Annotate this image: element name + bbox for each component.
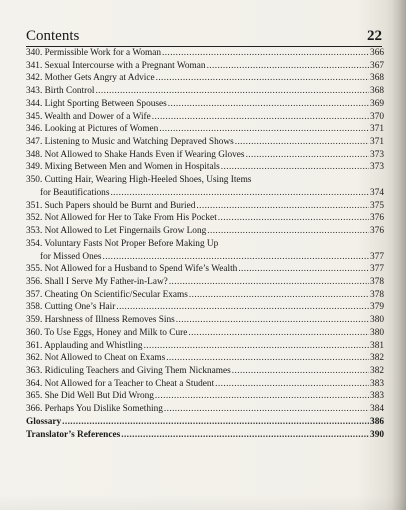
page-edge-shadow — [392, 0, 406, 510]
page-header — [26, 25, 382, 47]
dot-leader — [238, 263, 369, 276]
toc-entry-title: for Beautifications — [40, 187, 110, 198]
toc-entry-page: 377 — [370, 264, 384, 275]
toc-entry-page: 371 — [370, 137, 384, 148]
toc-entry-continuation — [26, 187, 384, 200]
toc-entry-title: 362. Not Allowed to Cheat on Exams — [26, 353, 166, 364]
toc-entry — [26, 174, 384, 187]
toc-entry-title: Glossary — [26, 416, 62, 427]
toc-entry-page: 380 — [370, 327, 384, 338]
toc-entry-title: 347. Listening to Music and Watching Depraved Shows — [26, 137, 234, 148]
toc-entry — [26, 72, 384, 85]
toc-entry-title: 348. Not Allowed to Shake Hands Even if Wearing Gloves — [26, 149, 245, 160]
toc-entry-continuation — [26, 251, 384, 264]
toc-entry — [26, 429, 384, 442]
toc-entry — [26, 85, 384, 98]
dot-leader — [116, 301, 369, 314]
toc-entry — [26, 327, 384, 340]
dot-leader — [156, 72, 369, 85]
toc-entry-title: 341. Sexual Intercourse with a Pregnant Woman — [26, 60, 206, 71]
toc-entry — [26, 111, 384, 124]
dot-leader — [207, 60, 369, 73]
toc-entry — [26, 340, 384, 353]
toc-entry-title: 357. Cheating On Scientific/Secular Exams — [26, 289, 188, 300]
dot-leader — [95, 85, 369, 98]
toc-entry-page: 369 — [370, 98, 384, 109]
toc-entry-page: 386 — [370, 416, 384, 427]
toc-entry-page: 384 — [370, 404, 384, 415]
dot-leader — [155, 390, 369, 403]
toc-entry-page: 370 — [370, 111, 384, 122]
toc-entry-page: 378 — [370, 276, 384, 287]
toc-entry-title: 342. Mother Gets Angry at Advice — [26, 73, 155, 84]
toc-entry — [26, 352, 384, 365]
toc-entry-page: 376 — [370, 213, 384, 224]
toc-entry-page: 379 — [370, 302, 384, 313]
dot-leader — [121, 429, 369, 442]
page-bottom-shade — [0, 494, 406, 510]
toc-entry — [26, 149, 384, 162]
dot-leader — [235, 136, 369, 149]
toc-entry-title: 346. Looking at Pictures of Women — [26, 124, 159, 135]
dot-leader — [196, 200, 369, 213]
toc-entry — [26, 390, 384, 403]
toc-entry-title: 340. Permissible Work for a Woman — [26, 48, 162, 58]
dot-leader — [176, 314, 369, 327]
toc-entry-title: 361. Applauding and Whistling — [26, 340, 143, 351]
toc-entry-title: 352. Not Allowed for Her to Take From His Pocket — [26, 213, 217, 224]
toc-entry — [26, 98, 384, 111]
toc-entry — [26, 123, 384, 136]
dot-leader — [188, 327, 369, 340]
toc-entry-title: 349. Mixing Between Men and Women in Hospitals — [26, 162, 220, 173]
toc-entry-page: 376 — [370, 226, 384, 237]
dot-leader — [232, 365, 369, 378]
toc-entry-page: 368 — [370, 73, 384, 84]
toc-entry-title: 363. Ridiculing Teachers and Giving Them Nicknames — [26, 365, 231, 376]
toc-entry — [26, 60, 384, 73]
toc-entry-page: 366 — [370, 48, 384, 58]
toc-entry — [26, 365, 384, 378]
toc-entry-page: 375 — [370, 200, 384, 211]
toc-entry-title: 364. Not Allowed for a Teacher to Cheat a Student — [26, 378, 215, 389]
toc-entry-title: 345. Wealth and Dower of a Wife — [26, 111, 151, 122]
toc-entry — [26, 263, 384, 276]
toc-entry-page: 368 — [370, 86, 384, 97]
dot-leader — [218, 212, 369, 225]
toc-entry-title: 365. She Did Well But Did Wrong — [26, 391, 154, 402]
toc-entry — [26, 136, 384, 149]
toc-entry-title: Translator’s References — [26, 429, 121, 440]
toc-entry-title: 358. Cutting One’s Hair — [26, 302, 116, 313]
toc-entry-title: for Missed Ones — [40, 251, 102, 262]
dot-leader — [189, 289, 369, 302]
dot-leader — [162, 47, 369, 60]
toc-entry-title: 366. Perhaps You Dislike Something — [26, 404, 163, 415]
dot-leader — [62, 416, 369, 429]
toc-entry-page: 382 — [370, 365, 384, 376]
dot-leader — [207, 225, 369, 238]
page-number: 22 — [367, 28, 382, 44]
toc-entry-page: 381 — [370, 340, 384, 351]
toc-entry — [26, 47, 384, 60]
page-title: Contents — [26, 28, 80, 44]
dot-leader — [169, 276, 369, 289]
toc-entry-page: 374 — [370, 187, 384, 198]
toc-entry-page: 373 — [370, 162, 384, 173]
toc-entry-title: 353. Not Allowed to Let Fingernails Grow Long — [26, 226, 207, 237]
toc-entry — [26, 161, 384, 174]
toc-entry-page: 378 — [370, 289, 384, 300]
dot-leader — [144, 340, 369, 353]
toc-entry-page: 390 — [370, 429, 384, 440]
toc-entry — [26, 378, 384, 391]
toc-entry-title: 351. Such Papers should be Burnt and Buried — [26, 200, 196, 211]
toc-entry-title: 343. Birth Control — [26, 86, 95, 97]
dot-leader — [159, 123, 369, 136]
toc-entry-page: 383 — [370, 391, 384, 402]
toc-entry — [26, 200, 384, 213]
toc-entry — [26, 238, 384, 251]
dot-leader — [102, 251, 369, 264]
toc-entry-page: 380 — [370, 315, 384, 326]
toc-entry-page: 367 — [370, 60, 384, 71]
dot-leader — [221, 161, 369, 174]
toc-entry — [26, 416, 384, 429]
toc-entry — [26, 225, 384, 238]
toc-entry-title: 360. To Use Eggs, Honey and Milk to Cure — [26, 327, 188, 338]
dot-leader — [215, 378, 369, 391]
dot-leader — [246, 149, 369, 162]
toc-entry-title: 344. Light Sporting Between Spouses — [26, 98, 167, 109]
toc-entry-title: 350. Cutting Hair, Wearing High-Heeled Shoes, Using Items — [26, 175, 252, 186]
toc-entry — [26, 301, 384, 314]
table-of-contents — [26, 47, 384, 441]
toc-entry — [26, 212, 384, 225]
dot-leader — [164, 403, 369, 416]
toc-entry-title: 354. Voluntary Fasts Not Proper Before Making Up — [26, 238, 219, 249]
toc-entry — [26, 276, 384, 289]
toc-entry-page: 373 — [370, 149, 384, 160]
toc-entry-title: 356. Shall I Serve My Father-in-Law? — [26, 276, 168, 287]
dot-leader — [152, 111, 369, 124]
toc-entry-title: 359. Harshness of Illness Removes Sins — [26, 315, 175, 326]
toc-entry — [26, 314, 384, 327]
toc-entry-title: 355. Not Allowed for a Husband to Spend Wife’s Wealth — [26, 264, 238, 275]
dot-leader — [166, 352, 369, 365]
dot-leader — [168, 98, 369, 111]
toc-entry — [26, 289, 384, 302]
toc-entry-page: 383 — [370, 378, 384, 389]
toc-entry — [26, 403, 384, 416]
dot-leader — [110, 187, 369, 200]
toc-entry-page: 382 — [370, 353, 384, 364]
toc-entry-page: 377 — [370, 251, 384, 262]
toc-entry-page: 371 — [370, 124, 384, 135]
